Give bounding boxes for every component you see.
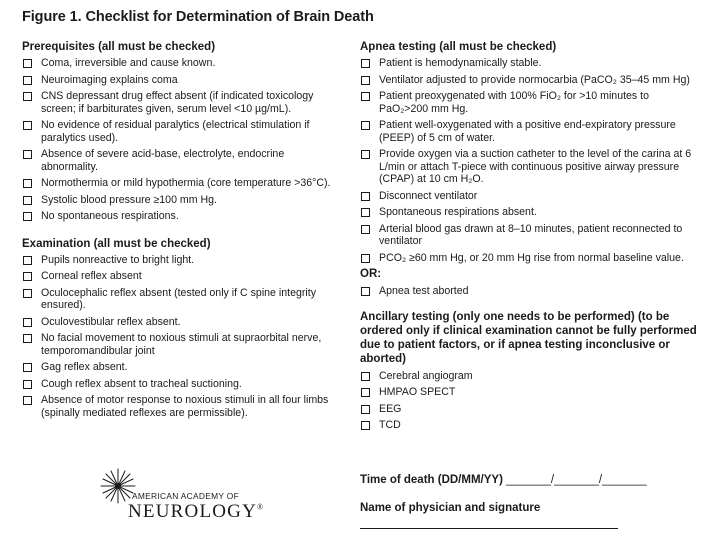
checklist-item: [360, 223, 700, 248]
checklist-item: [22, 210, 340, 223]
checkbox[interactable]: [361, 150, 370, 159]
prerequisites-heading: Prerequisites (all must be checked): [22, 41, 216, 53]
checklist-item-text: Neuroimaging explains coma: [41, 73, 178, 86]
checkbox[interactable]: [361, 59, 370, 68]
checkbox[interactable]: [361, 421, 370, 430]
checklist-item: [22, 316, 340, 329]
signature-label: Name of physician and signature: [360, 502, 541, 514]
checkbox[interactable]: [361, 405, 370, 414]
checkbox[interactable]: [23, 179, 32, 188]
checkbox[interactable]: [361, 76, 370, 85]
checklist-item-text: Absence of motor response to noxious stimuli in all four limbs (spinally mediated reflexes are permissible).: [41, 394, 329, 419]
checkbox[interactable]: [23, 212, 32, 221]
apnea-aborted-list: [360, 285, 700, 298]
checklist-item-text: EEG: [379, 402, 402, 415]
checklist-item: [360, 119, 700, 144]
checklist-item: [22, 57, 340, 70]
checklist-item: [22, 194, 340, 207]
checkbox[interactable]: [361, 121, 370, 130]
checklist-item-text: Normothermia or mild hypothermia (core temperature >36°C).: [41, 177, 331, 189]
checklist-item: [22, 287, 340, 312]
registered-mark: ®: [257, 502, 265, 512]
checkbox[interactable]: [23, 121, 32, 130]
checklist-item-text: Disconnect ventilator: [379, 189, 478, 202]
checklist-item: [22, 361, 340, 374]
ancillary-list: [360, 370, 700, 432]
time-of-death-label: Time of death (DD/MM/YY): [360, 474, 503, 486]
starburst-icon: [100, 468, 136, 504]
apnea-list: [360, 57, 700, 264]
checkbox[interactable]: [361, 192, 370, 201]
checkbox[interactable]: [361, 388, 370, 397]
checklist-item-text: Cerebral angiogram: [379, 369, 473, 382]
checklist-item-text: CNS depressant drug effect absent (if indicated toxicology screen; if barbiturates given, serum level <10 µg/mL).: [41, 90, 314, 115]
checklist-item: [360, 57, 700, 70]
logo-neurology-text: [128, 501, 264, 523]
prerequisites-list: [22, 57, 340, 223]
checkbox[interactable]: [23, 59, 32, 68]
checkbox[interactable]: [23, 256, 32, 265]
signature-line[interactable]: [360, 528, 618, 529]
checklist-item: [360, 386, 700, 399]
checkbox[interactable]: [361, 92, 370, 101]
checklist-item: [22, 394, 340, 419]
checklist-item: [22, 74, 340, 87]
checkbox[interactable]: [361, 208, 370, 217]
checklist-item: [22, 177, 340, 190]
checklist-item-text: Spontaneous respirations absent.: [379, 206, 537, 218]
checklist-item: [22, 254, 340, 267]
time-of-death-field: [360, 474, 647, 486]
checkbox[interactable]: [23, 363, 32, 372]
checklist-item: [22, 270, 340, 283]
checklist-item: [22, 119, 340, 144]
logo-neurology-word: NEUROLOGY: [128, 501, 258, 522]
checklist-item-text: Corneal reflex absent: [41, 270, 142, 282]
checklist-item: [360, 74, 700, 87]
aan-logo: [100, 468, 265, 528]
checkbox[interactable]: [361, 372, 370, 381]
checklist-item: [22, 148, 340, 173]
checkbox[interactable]: [23, 380, 32, 389]
checklist-item-text: Gag reflex absent.: [41, 361, 128, 373]
checkbox[interactable]: [23, 318, 32, 327]
checklist-item-text: Provide oxygen via a suction catheter to the level of the carina at 6 L/min or attach T-piece with continuous positive airway pressure (CPAP) at 10 cm H₂O.: [379, 148, 692, 185]
checkbox[interactable]: [23, 196, 32, 205]
checklist-item-text: TCD: [379, 419, 401, 431]
checklist-item: [360, 419, 700, 432]
checklist-item-text: Patient preoxygenated with 100% FiO₂ for >10 minutes to PaO₂>200 mm Hg.: [379, 90, 649, 115]
checklist-item-text: No spontaneous respirations.: [41, 210, 179, 222]
checklist-item: [22, 90, 340, 115]
checkbox[interactable]: [23, 334, 32, 343]
checklist-item-text: Patient well-oxygenated with a positive end-expiratory pressure (PEEP) of 5 cm of water.: [379, 119, 676, 144]
checklist-item-text: Arterial blood gas drawn at 8–10 minutes, patient reconnected to ventilator: [379, 222, 683, 247]
time-of-death-date-lines[interactable]: _______/_______/_______: [506, 474, 647, 486]
checklist-item-text: HMPAO SPECT: [379, 386, 456, 398]
checklist-item-text: Oculovestibular reflex absent.: [41, 315, 181, 328]
checkbox[interactable]: [23, 289, 32, 298]
checklist-item: [22, 378, 340, 391]
checklist-item: [360, 252, 700, 265]
checklist-item-text: Absence of severe acid-base, electrolyte, endocrine abnormality.: [41, 148, 285, 173]
checkbox[interactable]: [23, 92, 32, 101]
checklist-item-text: Apnea test aborted: [379, 285, 469, 297]
checklist-item: [360, 148, 700, 186]
examination-heading: Examination (all must be checked): [22, 237, 211, 250]
checklist-item: [360, 403, 700, 416]
checklist-item-text: PCO₂ ≥60 mm Hg, or 20 mm Hg rise from normal baseline value.: [379, 251, 684, 264]
logo-academy-text: AMERICAN ACADEMY OF: [132, 491, 239, 501]
checklist-item-text: Cough reflex absent to tracheal suctioning.: [41, 377, 242, 390]
checkbox[interactable]: [23, 396, 32, 405]
figure-title: Figure 1. Checklist for Determination of Brain Death: [22, 9, 374, 25]
checklist-item: [22, 332, 340, 357]
ancillary-heading: Ancillary testing (only one needs to be performed) (to be ordered only if clinical examination cannot be fully performed due to patient factors, or if apnea testing inconclusive or aborted): [360, 310, 697, 365]
checklist-item: [360, 370, 700, 383]
checklist-item: [360, 285, 700, 298]
checkbox[interactable]: [23, 272, 32, 281]
checklist-item: [360, 190, 700, 203]
checkbox[interactable]: [361, 254, 370, 263]
checklist-item-text: Systolic blood pressure ≥100 mm Hg.: [41, 193, 217, 206]
checklist-item-text: No evidence of residual paralytics (electrical stimulation if paralytics used).: [41, 119, 310, 144]
checklist-item-text: Pupils nonreactive to bright light.: [41, 253, 195, 266]
checklist-item: [360, 206, 700, 219]
checkbox[interactable]: [361, 287, 370, 296]
examination-list: [22, 254, 340, 420]
checklist-item: [360, 90, 700, 115]
apnea-heading: Apnea testing (all must be checked): [360, 41, 557, 53]
right-column: [360, 40, 700, 436]
checkbox[interactable]: [23, 76, 32, 85]
checklist-item-text: Oculocephalic reflex absent (tested only if C spine integrity ensured).: [41, 286, 316, 311]
checkbox[interactable]: [23, 150, 32, 159]
checkbox[interactable]: [361, 225, 370, 234]
checklist-item-text: Ventilator adjusted to provide normocarbia (PaCO₂ 35–45 mm Hg): [379, 73, 690, 86]
checklist-item-text: No facial movement to noxious stimuli at supraorbital nerve, temporomandibular joint: [41, 332, 322, 357]
checklist-item-text: Patient is hemodynamically stable.: [379, 57, 542, 69]
or-label: OR:: [360, 268, 382, 280]
checklist-item-text: Coma, irreversible and cause known.: [41, 57, 216, 69]
left-column: [22, 40, 340, 423]
